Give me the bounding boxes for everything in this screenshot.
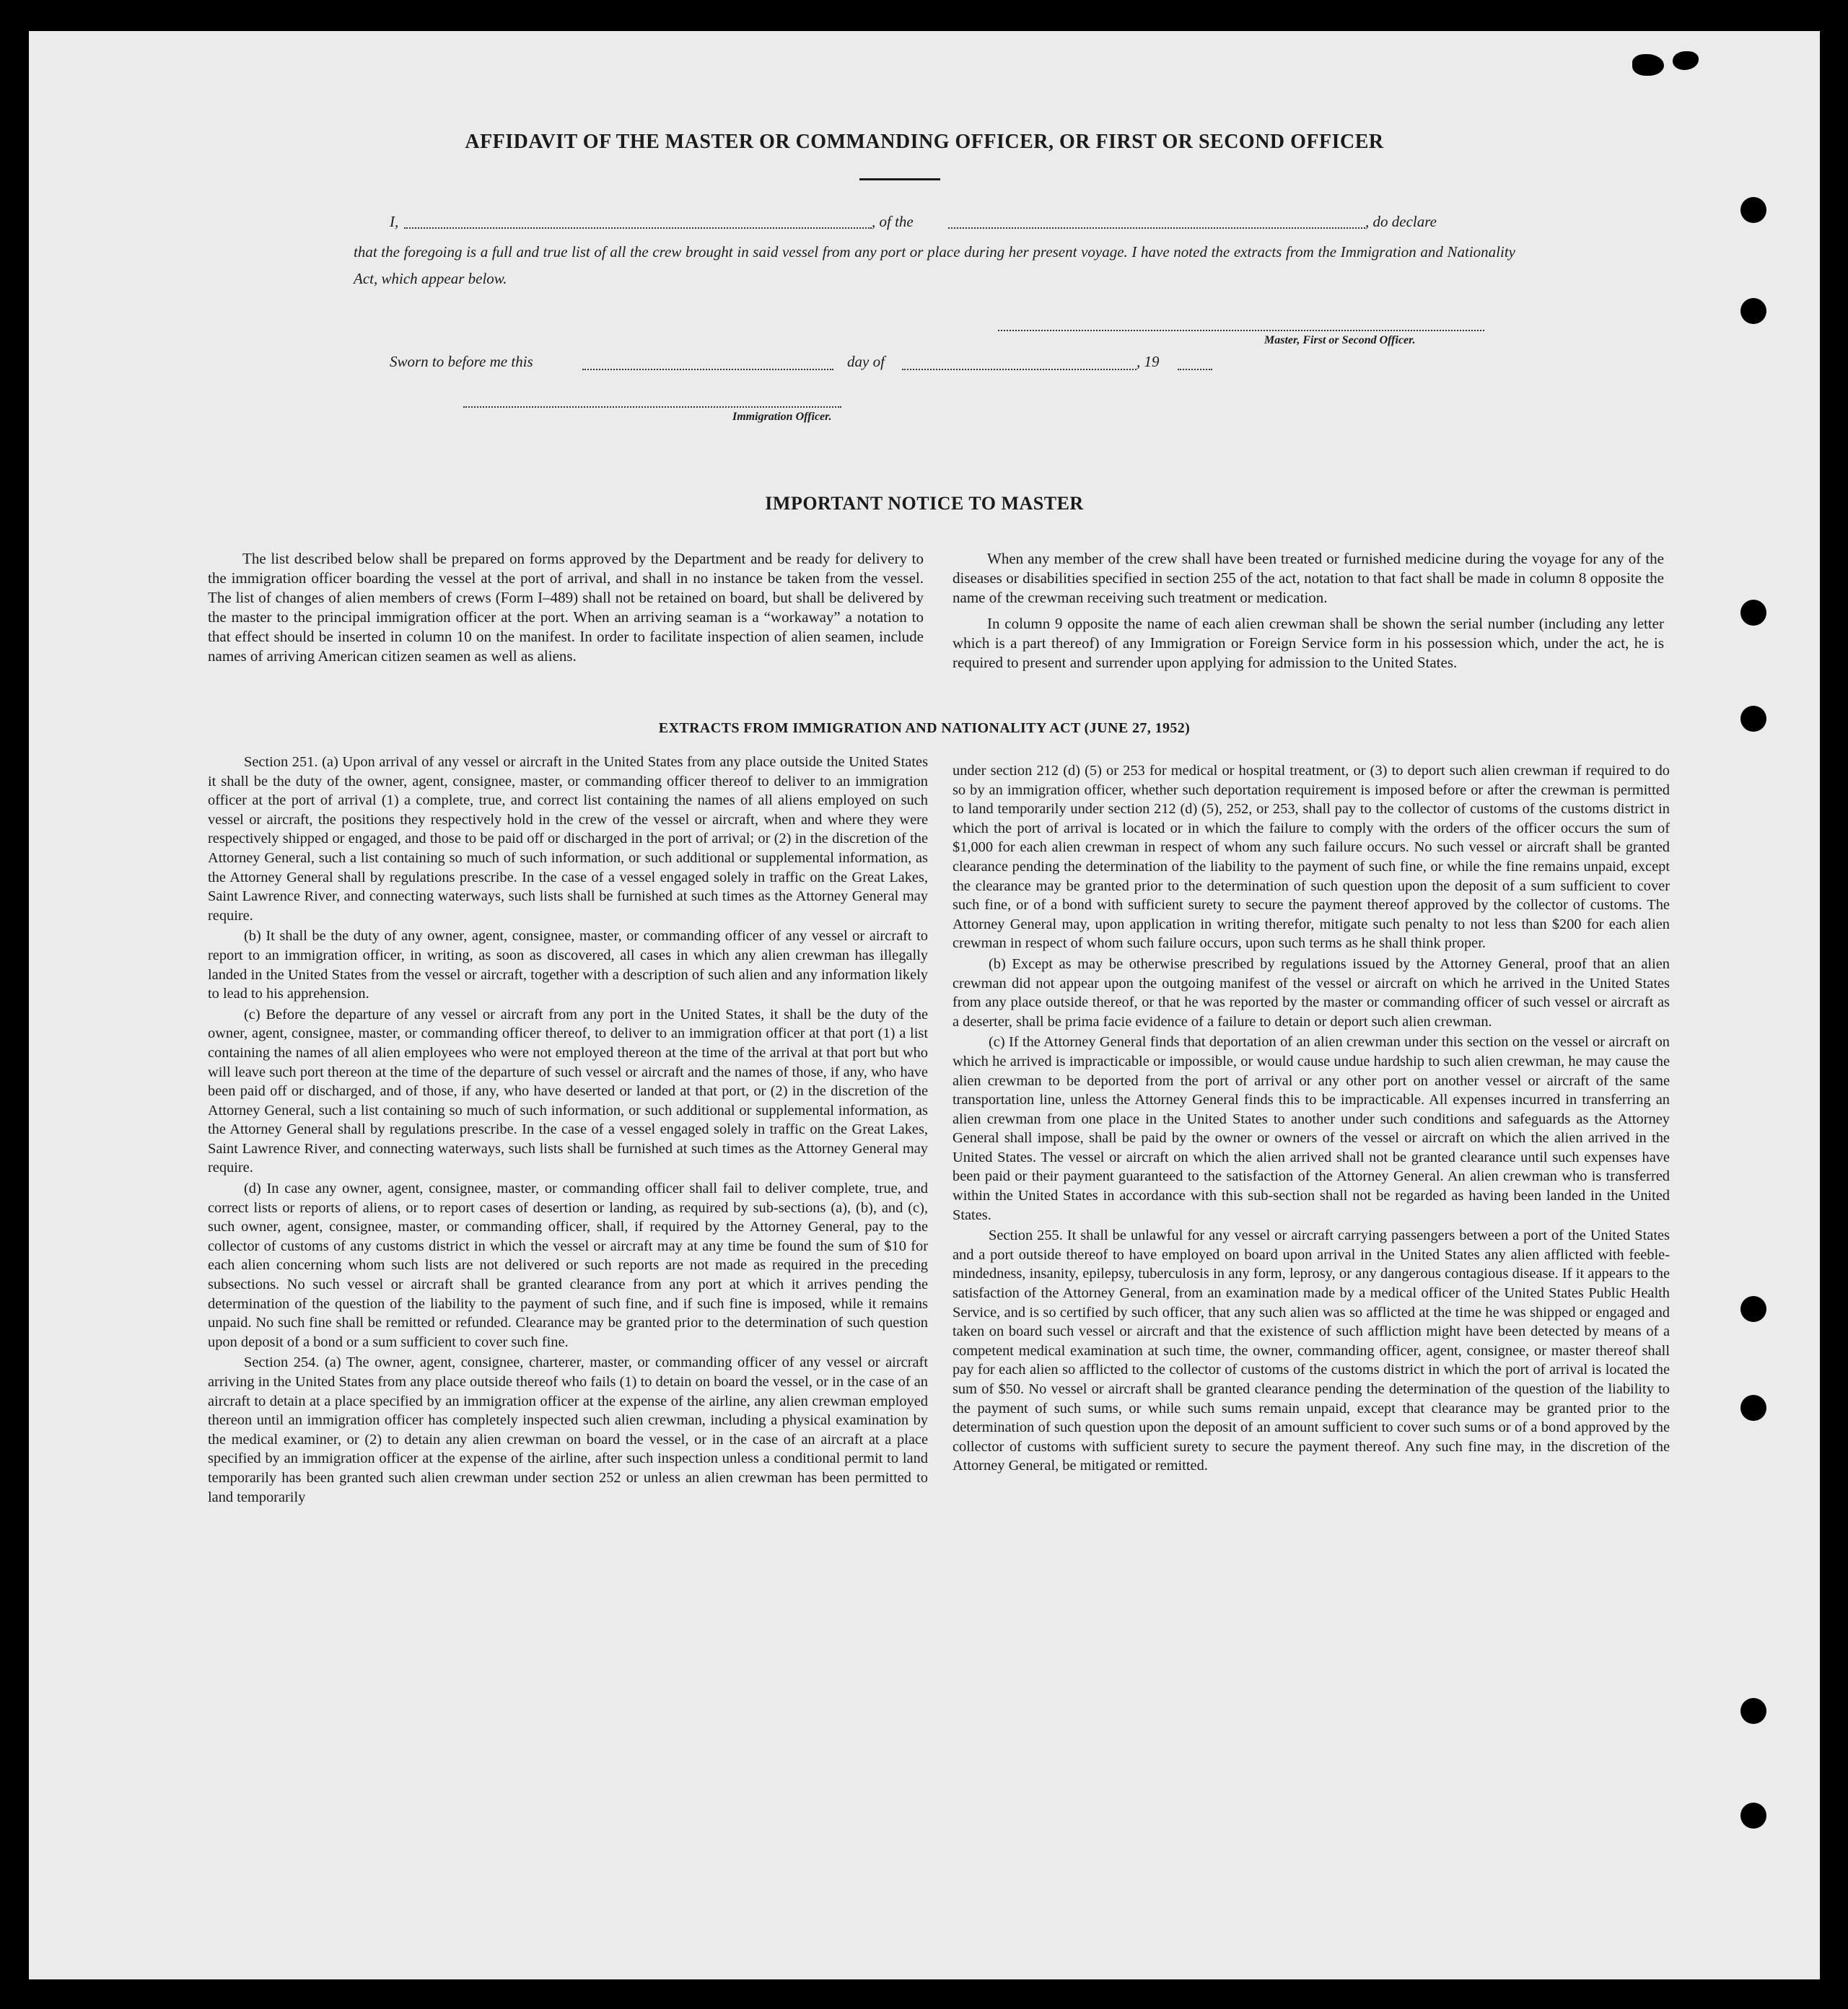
- declaration-text: that the foregoing is a full and true list of all the crew brought in said vessel from any port or place during her present voyage. I have noted the extracts from the Immigration and Nationality Act, which appear below.: [354, 243, 1515, 287]
- notice-title: IMPORTANT NOTICE TO MASTER: [765, 493, 1084, 514]
- section-251-a: Section 251. (a) Upon arrival of any vessel or aircraft in the United States from any place outside the United States it shall be the duty of the owner, agent, consignee, master, or commanding officer thereof to deliver to an immigration officer at the port of arrival (1) a complete, true, and correct list containing the names of all aliens employed on such vessel or aircraft, the positions they respectively hold in the crew of the vessel or aircraft, when and where they were respectively shipped or engaged, and those to be paid off or discharged in the port of arrival; or (2) in the discretion of the Attorney General, such a list containing so much of such information, or such additional or supplemental information, as the Attorney General shall by regulations prescribe. In the case of a vessel engaged solely in traffic on the Great Lakes, Saint Lawrence River, and connecting waterways, such lists shall be furnished at such times as the Attorney General may require.: [208, 754, 928, 924]
- sworn-year-field[interactable]: [1178, 369, 1212, 370]
- year-label: , 19: [1137, 353, 1160, 370]
- notice-paragraph: When any member of the crew shall have been treated or furnished medicine during the voyage for any of the diseases or disabilities specified in section 255 of the act, notation to that fact shall be made in column 8 opposite the name of the crewman receiving such treatment or medication.: [953, 550, 1664, 606]
- punch-hole: [1740, 298, 1766, 324]
- of-the-label: , of the: [872, 213, 914, 230]
- officer-signature-label: Immigration Officer.: [732, 411, 832, 423]
- section-255: Section 255. It shall be unlawful for any vessel or aircraft carrying passengers between a port of the United States and a port outside thereof to have employed on board upon arrival in the United States any alien afflicted with feeble-mindedness, insanity, epilepsy, tuberculosis in any form, leprosy, or any dangerous contagious disease. If it appears to the satisfaction of the Attorney General, from an examination made by a medical officer of the United States Public Health Service, and is so certified by such officer, that any such alien was so afflicted at the time he was shipped or engaged and taken on board such vessel or aircraft and that the existence of such affliction might have been detected by means of a competent medical examination at such time, the owner, commanding officer, agent, consignee, or master thereof shall pay for each alien so afflicted to the collector of customs of the customs district in which the port of arrival is located the sum of $50. No vessel or aircraft shall be granted clearance pending the determination of the question of the liability to the payment of such sums, or while such sums remain unpaid, except that clearance may be granted prior to the determination of such question upon the deposit of an amount sufficient to cover such sums or of a bond approved by the collector of customs with sufficient surety to secure the payment thereof. Any such fine may, in the discretion of the Attorney General, be mitigated or remitted.: [953, 1227, 1670, 1474]
- day-of-label: day of: [847, 353, 885, 370]
- master-signature-label: Master, First or Second Officer.: [1264, 334, 1416, 346]
- punch-hole: [1740, 1395, 1766, 1421]
- master-signature-line[interactable]: [998, 330, 1484, 331]
- sworn-day-field[interactable]: [582, 369, 833, 370]
- officer-signature-line[interactable]: [463, 406, 841, 408]
- punch-hole: [1740, 1803, 1766, 1829]
- sworn-label: Sworn to before me this: [390, 353, 533, 370]
- section-254-c: (c) If the Attorney General finds that deportation of an alien crewman under this section on the vessel or aircraft on which he arrived is impracticable or impossible, or would cause undue hardship to such alien crewman, he may cause the alien crewman to be deported from the port of arrival or any other port on another vessel or aircraft of the same transportation line, unless the Attorney General finds this to be impracticable. All expenses incurred in transferring an alien crewman from one place in the United States to another under such conditions and safeguards as the Attorney General shall impose, shall be paid by the owner or owners of the vessel or aircraft on which the alien arrived in the United States. The vessel or aircraft on which the alien arrived shall not be granted clearance until such expenses have been paid or their payment guaranteed to the satisfaction of the Attorney General. An alien crewman who is transferred within the United States in accordance with this sub-section shall not be regarded as having been landed in the United States.: [953, 1034, 1670, 1223]
- section-251-c: (c) Before the departure of any vessel or aircraft from any port in the United States, it shall be the duty of the owner, agent, consignee, master, or commanding officer thereof, to deliver to an immigration officer at that port (1) a list containing the names of all alien employees who were not employed thereon at the time of the arrival at that port but who will leave such port thereon at the time of the departure of such vessel or aircraft and the names of those, if any, who have been paid off or discharged, and of those, if any, who have deserted or landed at that port, or (2) in the discretion of the Attorney General, such a list containing so much of such information, or such additional or supplemental information, as the Attorney General shall by regulations prescribe. In the case of a vessel engaged solely in traffic on the Great Lakes, Saint Lawrence River, and connecting waterways, such lists shall be furnished at such times as the Attorney General may require.: [208, 1006, 928, 1176]
- punch-hole: [1740, 197, 1766, 223]
- sworn-month-field[interactable]: [902, 369, 1137, 370]
- vessel-name-field[interactable]: [948, 227, 1365, 229]
- section-254-a: Section 254. (a) The owner, agent, consignee, charterer, master, or commanding officer of any vessel or aircraft arriving in the United States from any place outside thereof who fails (1) to detain on board the vessel, or in the case of an aircraft to detain at a place specified by an immigration officer at the expense of the airline, any alien crewman employed thereon until an immigration officer has completely inspected such alien crewman, including a physical examination by the medical examiner, or (2) to detain any alien crewman on board the vessel, or in the case of an aircraft at a place specified by an immigration officer at the expense of the airline, after such inspection unless a conditional permit to land temporarily has been granted such alien crewman under section 252 or unless an alien crewman has been permitted to land temporarily: [208, 1354, 928, 1505]
- section-251-b: (b) It shall be the duty of any owner, agent, consignee, master, or commanding officer of any vessel or aircraft to report to an immigration officer, in writing, as soon as discovered, all cases in which any alien crewman has illegally landed in the United States from the vessel or aircraft, together with a description of such alien and any information likely to lead to his apprehension.: [208, 928, 928, 1002]
- section-254-b: (b) Except as may be otherwise prescribed by regulations issued by the Attorney General, proof that an alien crewman did not appear upon the outgoing manifest of the vessel or aircraft on which he arrived in the United States from any place outside thereof, or that he was reported by the master or commanding officer of such vessel or aircraft as a deserter, shall be prima facie evidence of a failure to detain or deport such alien crewman.: [953, 955, 1670, 1030]
- ink-blot: [1673, 51, 1699, 70]
- declarant-name-field[interactable]: [404, 227, 872, 229]
- punch-hole: [1740, 1296, 1766, 1322]
- document-page: [29, 31, 1820, 1979]
- section-251-d: (d) In case any owner, agent, consignee, master, or commanding officer shall fail to deliver complete, true, and correct lists or reports of aliens, or to report cases of desertion or landing, as required by sub-sections (a), (b), and (c), such owner, agent, consignee, master, or commanding officer, shall, if required by the Attorney General, pay to the collector of customs of any customs district in which the vessel or aircraft may at any time be found the sum of $10 for each alien concerning whom such lists are not delivered or such reports are not made as required in the preceding subsections. No such vessel or aircraft shall be granted clearance from any port at which it arrives pending the determination of the question of the liability to the payment of such fine, and if such fine is imposed, while it remains unpaid. No such fine shall be remitted or refunded. Clearance may be granted prior to the determination of such question upon deposit of a bond or a sum sufficient to cover such fine.: [208, 1181, 928, 1350]
- affidavit-title: AFFIDAVIT OF THE MASTER OR COMMANDING OFFICER, OR FIRST OR SECOND OFFICER: [465, 131, 1384, 153]
- notice-left-column: [208, 549, 924, 666]
- punch-hole: [1740, 600, 1766, 626]
- notice-right-column: [953, 549, 1664, 673]
- section-254-a-continued: under section 212 (d) (5) or 253 for medical or hospital treatment, or (3) to deport such alien crewman if required to do so by an immigration officer, whether such deportation requirement is imposed before or after the crewman is permitted to land temporarily under section 212 (d) (5), 252, or 253, shall pay to the collector of customs of the customs district in which the port of arrival is located or in which the failure to comply with the orders of the officer occurs the sum of $1,000 for each alien crewman in respect of whom any such failure occurs. No such vessel or aircraft shall be granted clearance pending the determination of the liability to the payment of such fine, or while the fine remains unpaid, except the clearance may be granted prior to the determination of such question upon the deposit of a sum sufficient to cover such fine, or of a bond with sufficient surety to secure the payment thereof approved by the collector of customs. The Attorney General may, upon application in writing therefor, mitigate such penalty to not less than $200 for each alien crewman in respect of whom such failure occurs, upon such terms as he shall think proper.: [953, 763, 1670, 952]
- declarant-prefix: I,: [390, 213, 399, 230]
- title-underline: [859, 178, 940, 180]
- extracts-left-column: [208, 753, 928, 1507]
- ink-blot: [1632, 54, 1664, 76]
- extracts-title: EXTRACTS FROM IMMIGRATION AND NATIONALITY ACT (JUNE 27, 1952): [658, 720, 1191, 736]
- punch-hole: [1740, 1698, 1766, 1724]
- notice-paragraph: In column 9 opposite the name of each alien crewman shall be shown the serial number (including any letter which is a part thereof) of any Immigration or Foreign Service form in his possession which, under the act, he is required to present and surrender upon applying for admission to the United States.: [953, 615, 1664, 671]
- do-declare-label: , do declare: [1365, 213, 1437, 230]
- extracts-right-column: [953, 761, 1670, 1476]
- notice-paragraph: The list described below shall be prepared on forms approved by the Department and be ready for delivery to the immigration officer boarding the vessel at the port of arrival, and shall in no instance be taken from the vessel. The list of changes of alien members of crews (Form I–489) shall not be retained on board, but shall be delivered by the master to the principal immigration officer at the port. When an arriving seaman is a “workaway” a notation to that effect should be inserted in column 10 on the manifest. In order to facilitate inspection of alien seamen, include names of arriving American citizen seamen as well as aliens.: [208, 550, 924, 665]
